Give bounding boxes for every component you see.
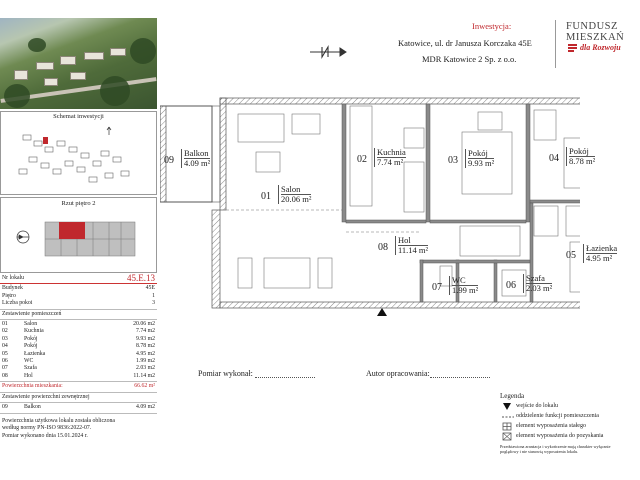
unit-number-row: Nr lokalu 45.E.13 xyxy=(2,273,155,283)
room-number-label: 03 xyxy=(448,155,458,166)
room-row: 06 WC 1.99 m2 xyxy=(2,358,155,365)
room-name-area-label: WC 1.99 m² xyxy=(449,276,478,295)
room-number-label: 08 xyxy=(378,242,388,253)
room-number-label: 09 xyxy=(164,155,174,166)
scheme-highlight xyxy=(43,137,48,144)
rooms-title: Zestawienie pomieszczeń xyxy=(2,310,62,317)
room-row: 02 Kuchnia 7.74 m2 xyxy=(2,328,155,335)
room-name-area-label: Kuchnia 7.74 m² xyxy=(374,148,406,167)
room-row: 05 Łazienka 4.95 m2 xyxy=(2,350,155,357)
room-name-area-label: Szafa 2.03 m² xyxy=(523,274,552,293)
floor-plan xyxy=(160,92,580,322)
scheme-title: Schemat inwestycji xyxy=(53,113,104,120)
author-label: Autor opracowania: xyxy=(366,369,430,378)
unit-info xyxy=(0,275,157,440)
floor-key-title: Rzut piętro 2 xyxy=(61,200,96,207)
total-row: Powierzchnia mieszkania: 66.62 m² xyxy=(2,383,155,390)
legend-fixed: element wyposażenia stałego xyxy=(500,421,640,431)
room-row: 04 Pokój 8.78 m2 xyxy=(2,343,155,350)
room-number-label: 07 xyxy=(432,282,442,293)
entrance-marker-icon xyxy=(377,308,387,316)
room-number-label: 04 xyxy=(549,153,559,164)
scheme-panel xyxy=(0,111,157,195)
investment-label: Inwestycja: xyxy=(472,21,512,31)
logo: FUNDUSZ MIESZKAŃ dla Rozwoju xyxy=(566,21,625,52)
scheme-map xyxy=(1,121,158,195)
outdoor-title: Zestawienie powierzchni zewnętrznej xyxy=(2,393,90,400)
legend-title: Legenda xyxy=(500,392,525,400)
legend-entrance: wejście do lokalu xyxy=(500,401,640,411)
building-row: Budynek 45E xyxy=(2,285,155,292)
company: MDR Katowice 2 Sp. z o.o. xyxy=(422,54,517,64)
room-name-area-label: Hol 11.14 m² xyxy=(395,236,428,255)
room-number-label: 06 xyxy=(506,280,516,291)
floor-key-panel xyxy=(0,197,157,273)
outdoor-row: 09 Balkon 4.09 m2 xyxy=(2,404,155,411)
room-name-area-label: Pokój 9.93 m² xyxy=(465,149,494,168)
legend-optional: element wyposażenia do pozyskania xyxy=(500,431,640,441)
rooms-list xyxy=(0,321,157,380)
room-row: 03 Pokój 9.93 m2 xyxy=(2,335,155,342)
rooms-count-row: Liczba pokoi 3 xyxy=(2,300,155,307)
room-name-area-label: Balkon 4.09 m² xyxy=(181,149,210,168)
legend xyxy=(500,392,640,454)
aerial-photo xyxy=(0,18,157,109)
measurement-label: Pomiar wykonał: xyxy=(198,369,253,378)
room-name-area-label: Pokój 8.78 m² xyxy=(566,147,595,166)
room-row: 08 Hol 11.14 m2 xyxy=(2,372,155,379)
dashed-line-icon xyxy=(502,412,514,421)
floor-key-highlight xyxy=(59,222,85,239)
optional-element-icon xyxy=(502,432,512,441)
triangle-icon xyxy=(502,402,512,411)
floor-row: Piętro 1 xyxy=(2,292,155,299)
floor-key-plan xyxy=(1,210,158,272)
legend-footnote: Przedstawiona aranżacja i wykończenie mają charakter wyłącznie poglądowy i nie stanowią wyposażenia lokalu. xyxy=(500,444,611,455)
room-name-area-label: Łazienka 4.95 m² xyxy=(583,244,617,263)
room-number-label: 05 xyxy=(566,250,576,261)
room-row: 07 Szafa 2.03 m2 xyxy=(2,365,155,372)
fixed-element-icon xyxy=(502,422,512,431)
unit-number: 45.E.13 xyxy=(127,273,155,283)
legend-separation: oddzielenie funkcji pomieszczenia xyxy=(500,411,640,421)
room-name-area-label: Salon 20.06 m² xyxy=(278,185,311,204)
notes: Powierzchnia użytkowa lokalu została obliczona według normy PN-ISO 9836:2022-07. Pomiar wykonano dnia 15.01.2024 r. xyxy=(2,417,115,439)
room-row: 01 Salon 20.06 m2 xyxy=(2,321,155,328)
room-number-label: 02 xyxy=(357,154,367,165)
north-arrow-icon xyxy=(308,44,354,65)
address: Katowice, ul. dr Janusza Korczaka 45E xyxy=(398,38,532,48)
room-number-label: 01 xyxy=(261,191,271,202)
